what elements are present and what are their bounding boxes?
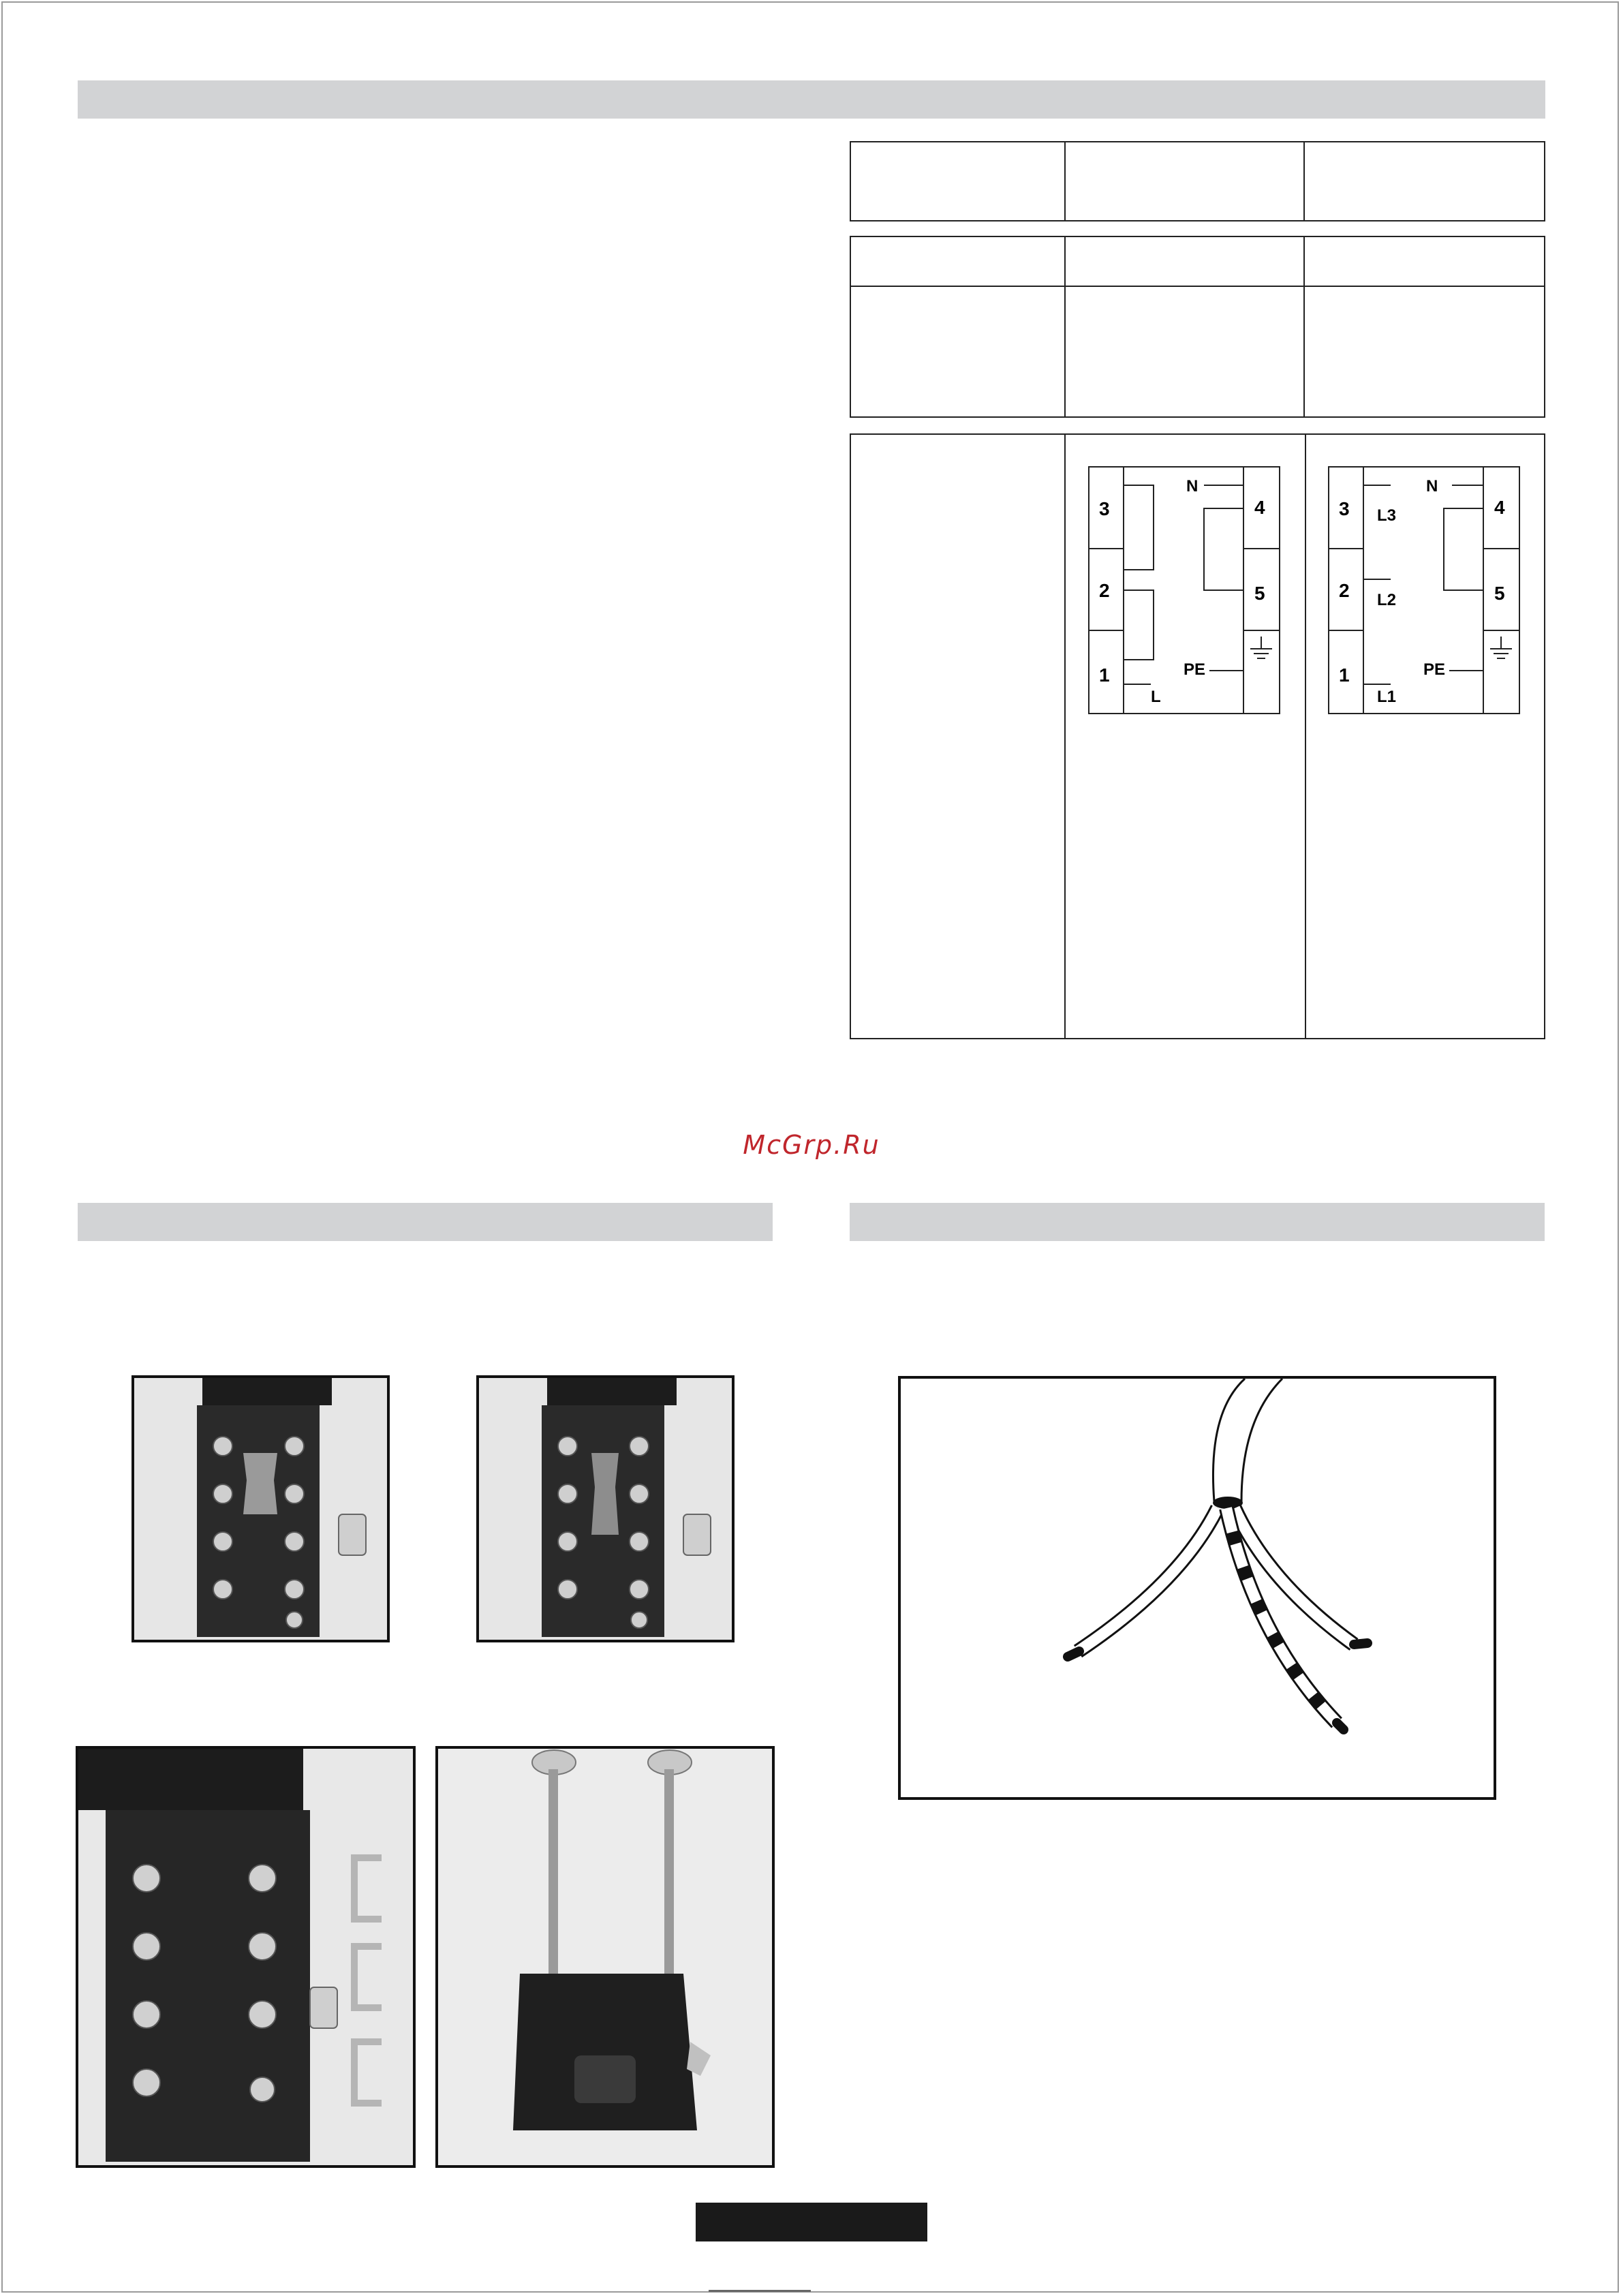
screwdriver-icon [438, 1749, 772, 2165]
phase-l2-label: L2 [1377, 591, 1397, 609]
terminal-3-label: 3 [1099, 498, 1110, 519]
terminal-5-label: 5 [1494, 583, 1505, 604]
watermark: McGrp.Ru [743, 1130, 880, 1160]
wiring-diagram-single-phase [1088, 466, 1282, 716]
terminal-block-icon [78, 1749, 413, 2165]
section-header-bar-right [850, 1203, 1545, 1241]
terminal-block-photo-2 [476, 1375, 735, 1642]
spec-table-header [850, 141, 1545, 221]
terminal-block-with-bridges-photo [76, 1746, 416, 2168]
terminal-5-label: 5 [1254, 583, 1265, 604]
footer-mark [709, 2290, 811, 2292]
terminal-4-label: 4 [1254, 497, 1265, 518]
wiring-table [850, 433, 1545, 1039]
terminal-1-label: 1 [1099, 664, 1110, 686]
terminal-2-label: 2 [1339, 580, 1350, 601]
wiring-diagram-three-phase [1328, 466, 1521, 716]
section-header-bar-left [78, 1203, 773, 1241]
neutral-label: N [1426, 477, 1438, 495]
terminal-3-label: 3 [1339, 498, 1350, 519]
terminal-block-icon [479, 1378, 732, 1640]
live-label: L [1151, 688, 1161, 706]
page-number-tab [696, 2203, 927, 2241]
protective-earth-label: PE [1184, 660, 1206, 679]
spec-table-values [850, 236, 1545, 418]
earth-icon [1250, 637, 1272, 658]
terminal-1-label: 1 [1339, 664, 1350, 686]
stripped-cable-illustration [898, 1376, 1496, 1800]
earth-icon [1490, 637, 1512, 658]
terminal-4-label: 4 [1494, 497, 1505, 518]
terminal-block-icon [134, 1378, 387, 1640]
phase-l3-label: L3 [1377, 506, 1397, 525]
section-header-bar-top [78, 80, 1545, 119]
neutral-label: N [1186, 477, 1199, 495]
stripped-cable-icon [901, 1379, 1494, 1797]
screwdriver-fixing-photo [435, 1746, 775, 2168]
terminal-2-label: 2 [1099, 580, 1110, 601]
phase-l1-label: L1 [1377, 688, 1397, 706]
terminal-block-photo-1 [132, 1375, 390, 1642]
protective-earth-label: PE [1423, 660, 1446, 679]
